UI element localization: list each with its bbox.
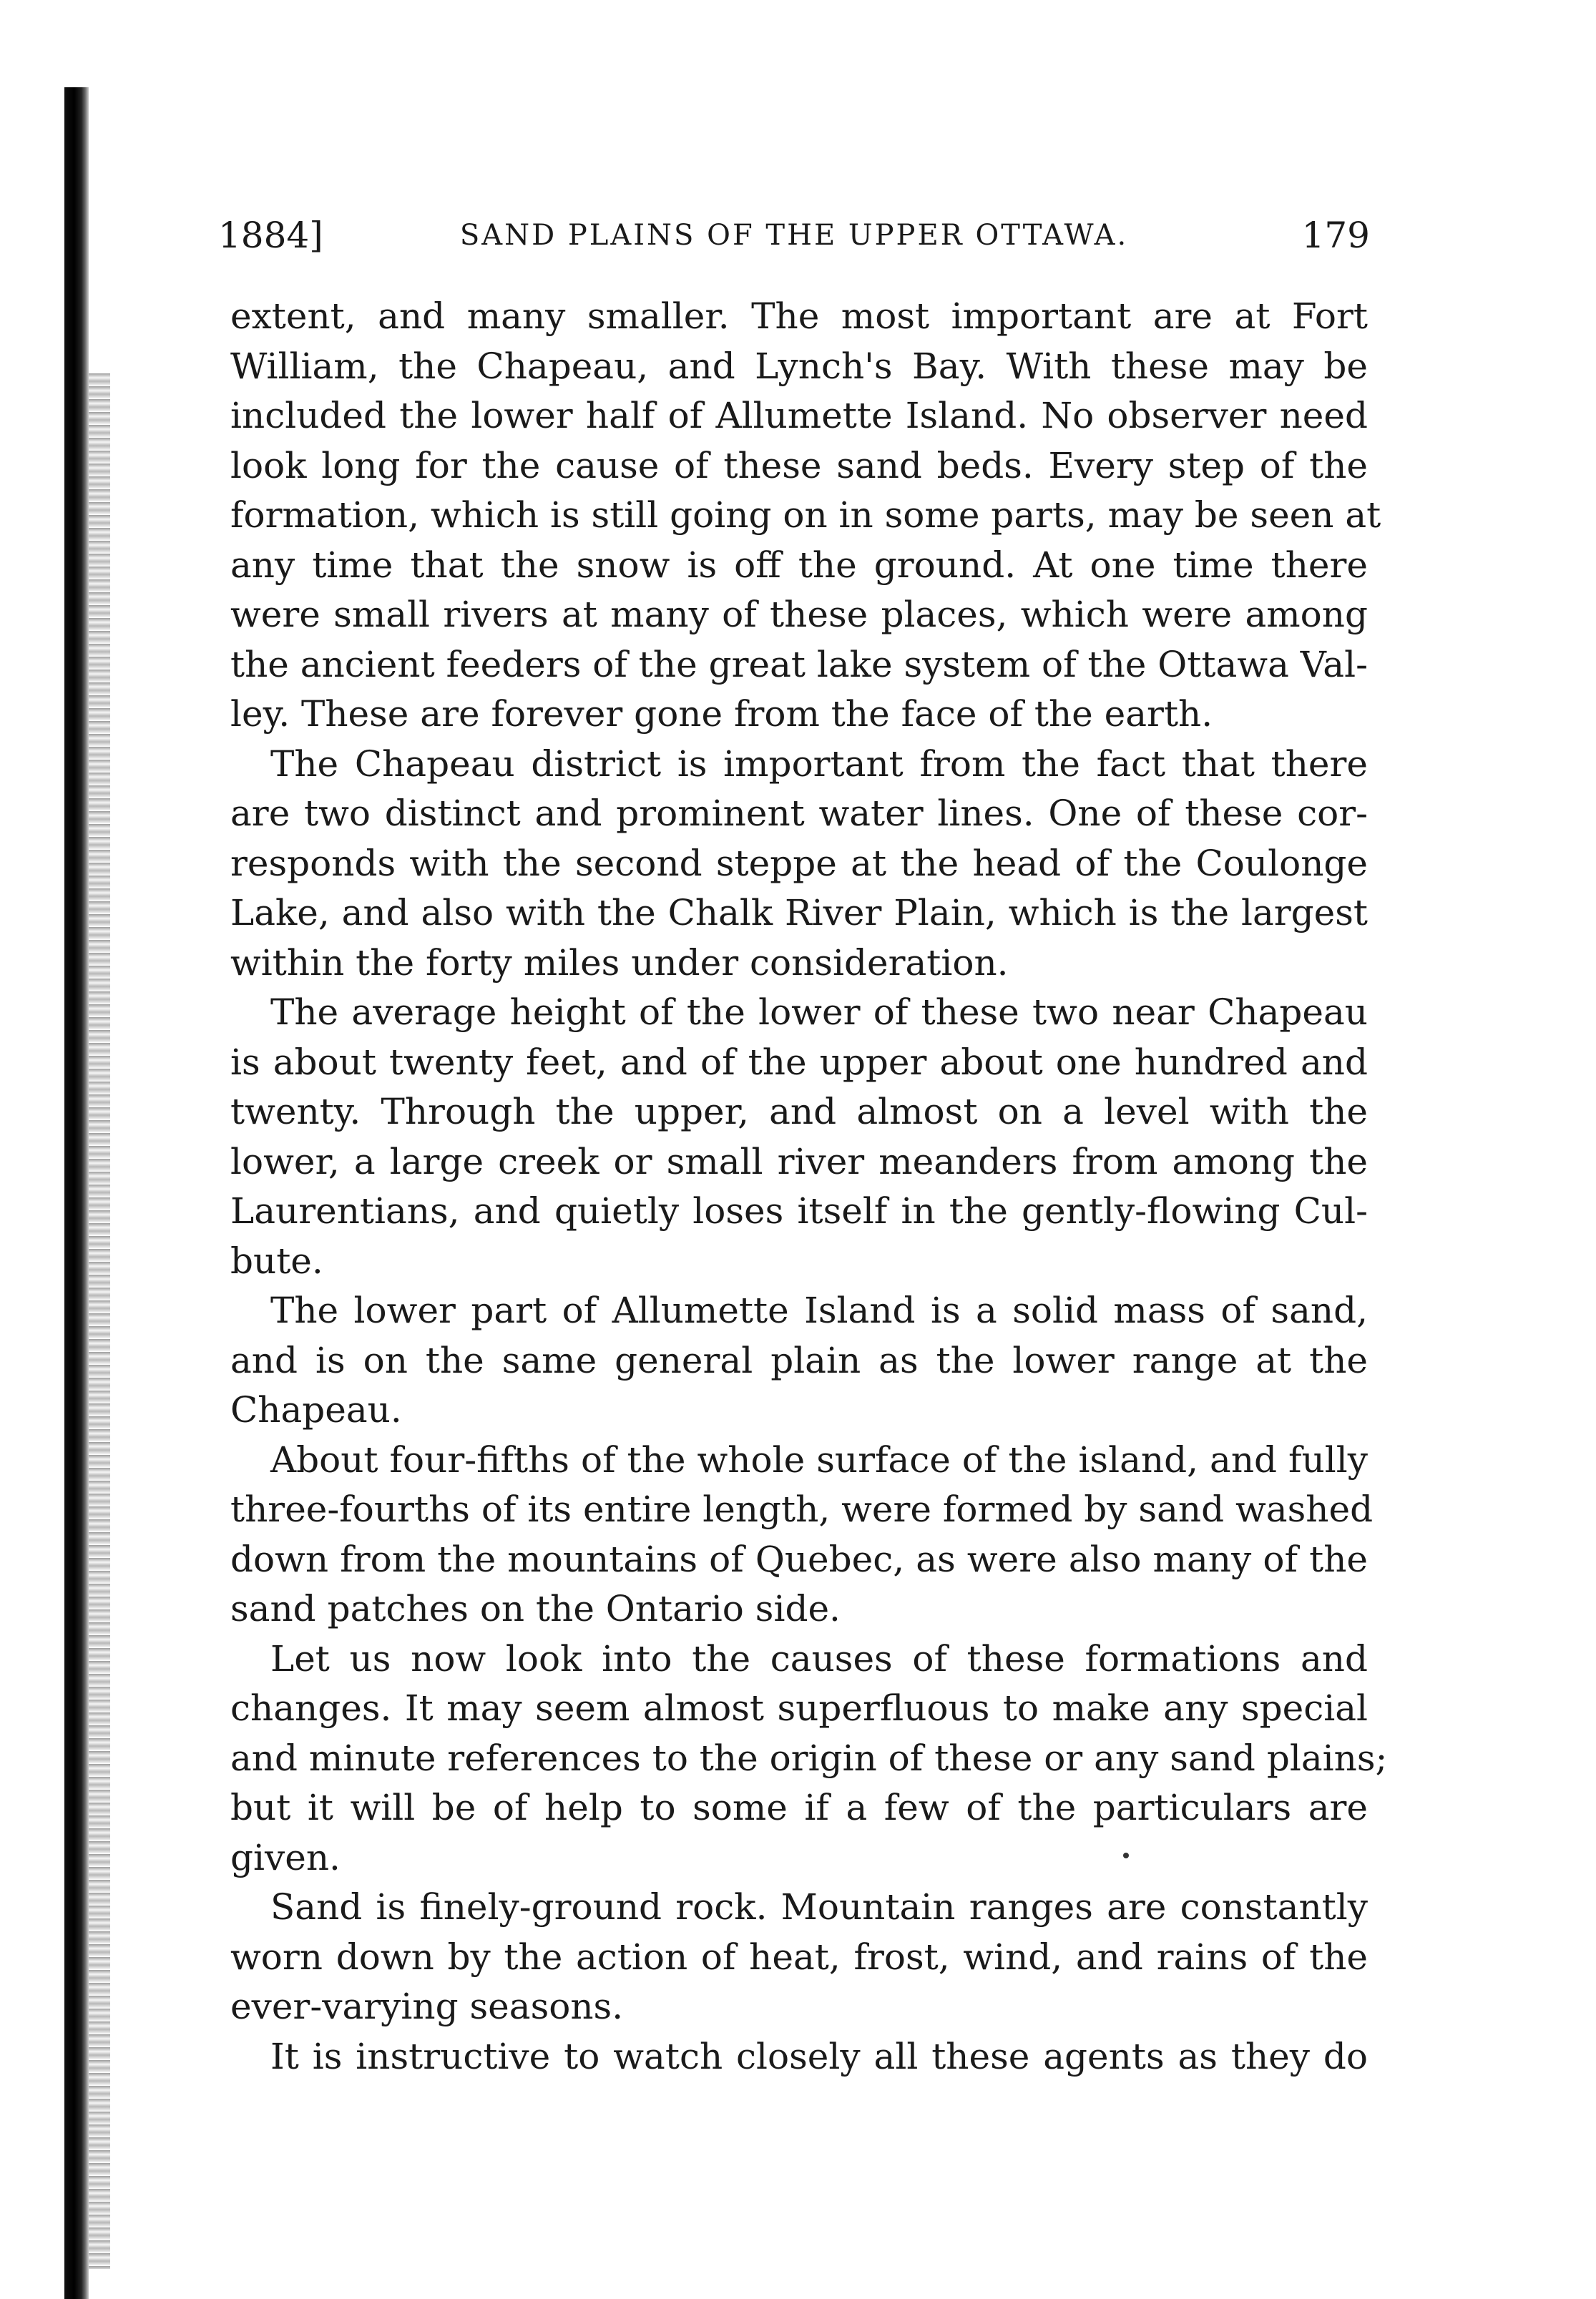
text-line: Chapeau. [230, 1389, 402, 1431]
text-line: are two distinct and prominent water lines. One of these cor- [230, 793, 1368, 834]
text-line: and minute references to the origin of these or any sand plains; [230, 1737, 1388, 1779]
text-line: ley. These are forever gone from the face of the earth. [230, 693, 1213, 735]
text-line: responds with the second steppe at the head of the Coulonge [230, 842, 1368, 884]
running-head-year: 1884] [218, 215, 323, 256]
text-line: included the lower half of Allumette Island. No observer need [230, 395, 1368, 436]
paragraph [230, 1436, 1374, 1634]
paragraph [230, 740, 1368, 989]
running-head [218, 215, 1370, 265]
text-line: sand patches on the Ontario side. [230, 1588, 841, 1629]
text-line: is about twenty feet, and of the upper about one hundred and [230, 1041, 1368, 1083]
text-line: bute. [230, 1240, 323, 1282]
text-line: The average height of the lower of these two near Chapeau [270, 991, 1368, 1033]
body-text [230, 292, 1388, 2082]
text-line: any time that the snow is off the ground. At one time there [230, 544, 1368, 586]
paragraph [230, 988, 1368, 1286]
text-line: About four-fifths of the whole surface of the island, and fully [270, 1438, 1368, 1481]
text-line: worn down by the action of heat, frost, wind, and rains of the [230, 1936, 1368, 1978]
text-line: formation, which is still going on in some parts, may be seen at [230, 494, 1381, 536]
text-line: Laurentians, and quietly loses itself in the gently-flowing Cul- [230, 1190, 1368, 1232]
page-binding-edge [64, 87, 89, 2299]
paragraph [230, 2032, 1368, 2082]
text-line: the ancient feeders of the great lake system of the Ottawa Val- [230, 643, 1368, 685]
text-line: The Chapeau district is important from the fact that there [270, 742, 1368, 785]
text-line: down from the mountains of Quebec, as were also many of the [230, 1538, 1368, 1580]
text-line: given. [230, 1836, 341, 1878]
text-line: Lake, and also with the Chalk River Plain, which is the largest [230, 892, 1368, 933]
text-line: changes. It may seem almost superfluous to make any special [230, 1687, 1368, 1729]
text-line: were small rivers at many of these places, which were among [230, 594, 1368, 635]
text-line: twenty. Through the upper, and almost on a level with the [230, 1091, 1368, 1132]
text-line: and is on the same general plain as the lower range at the [230, 1339, 1368, 1381]
text-line: ever-varying seasons. [230, 1986, 624, 2027]
paragraph [230, 1883, 1368, 2032]
page-number: 179 [1301, 215, 1370, 256]
print-speck [1123, 1853, 1129, 1858]
text-line: Let us now look into the causes of these formations and [270, 1637, 1368, 1680]
running-head-title: SAND PLAINS OF THE UPPER OTTAWA. [459, 219, 1129, 252]
text-line: but it will be of help to some if a few of the particulars are [230, 1787, 1368, 1828]
paragraph [230, 1286, 1368, 1436]
text-line: three-fourths of its entire length, were formed by sand washed [230, 1489, 1374, 1530]
text-line: The lower part of Allumette Island is a solid mass of sand, [270, 1290, 1368, 1331]
text-line: lower, a large creek or small river meanders from among the [230, 1140, 1368, 1182]
text-line: extent, and many smaller. The most important are at Fort [230, 295, 1368, 337]
text-line: William, the Chapeau, and Lynch's Bay. With these may be [230, 345, 1368, 387]
paragraph [230, 1634, 1388, 1883]
text-line: within the forty miles under consideration. [230, 941, 1009, 984]
text-line: Sand is finely-ground rock. Mountain ranges are constantly [270, 1886, 1368, 1928]
text-line: look long for the cause of these sand beds. Every step of the [230, 444, 1368, 486]
paragraph [230, 292, 1381, 740]
text-line: It is instructive to watch closely all these agents as they do [270, 2035, 1368, 2077]
